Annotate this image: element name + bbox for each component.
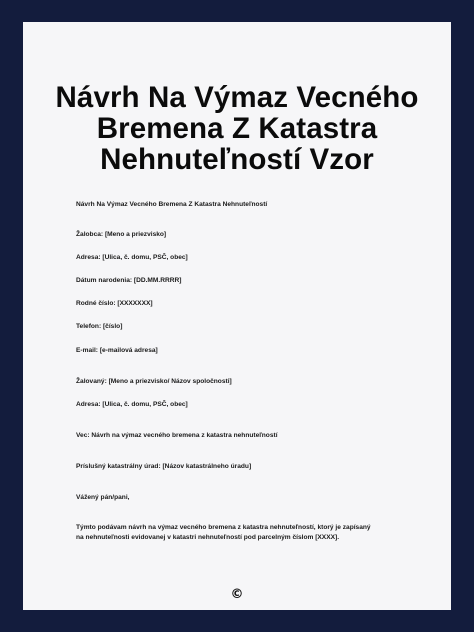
document-page [23, 22, 451, 610]
cadastral-office-line: Príslušný katastrálny úrad: [Názov katastrálneho úradu] [76, 463, 252, 470]
email-line: E-mail: [e-mailová adresa] [76, 347, 158, 354]
document-subtitle: Návrh Na Výmaz Vecného Bremena Z Katastra Nehnuteľností [76, 201, 268, 208]
copyright-icon: © [230, 587, 244, 602]
birth-date-line: Dátum narodenia: [DD.MM.RRRR] [76, 277, 182, 284]
salutation-line: Vážený pán/pani, [76, 494, 130, 501]
document-title [23, 82, 451, 175]
title-line-1: Návrh Na Výmaz Vecného [55, 81, 419, 114]
subject-line: Vec: Návrh na výmaz vecného bremena z katastra nehnuteľností [76, 432, 278, 439]
birth-number-line: Rodné číslo: [XXXXXXX] [76, 300, 153, 307]
plaintiff-line: Žalobca: [Meno a priezvisko] [76, 231, 167, 238]
defendant-line: Žalovaný: [Meno a priezvisko/ Názov spoločnosti] [76, 378, 232, 385]
title-line-2: Bremena Z Katastra [96, 112, 378, 145]
body-paragraph: Týmto podávam návrh na výmaz vecného bremena z katastra nehnuteľností, ktorý je zapísaný na nehnuteľnosti evidovanej v katastri nehnuteľností pod parcelným číslom [XXXX]. [76, 524, 371, 541]
plaintiff-address-line: Adresa: [Ulica, č. domu, PSČ, obec] [76, 254, 188, 261]
phone-line: Telefon: [číslo] [76, 323, 123, 330]
defendant-address-line: Adresa: [Ulica, č. domu, PSČ, obec] [76, 401, 188, 408]
title-line-3: Nehnuteľností Vzor [100, 143, 374, 176]
